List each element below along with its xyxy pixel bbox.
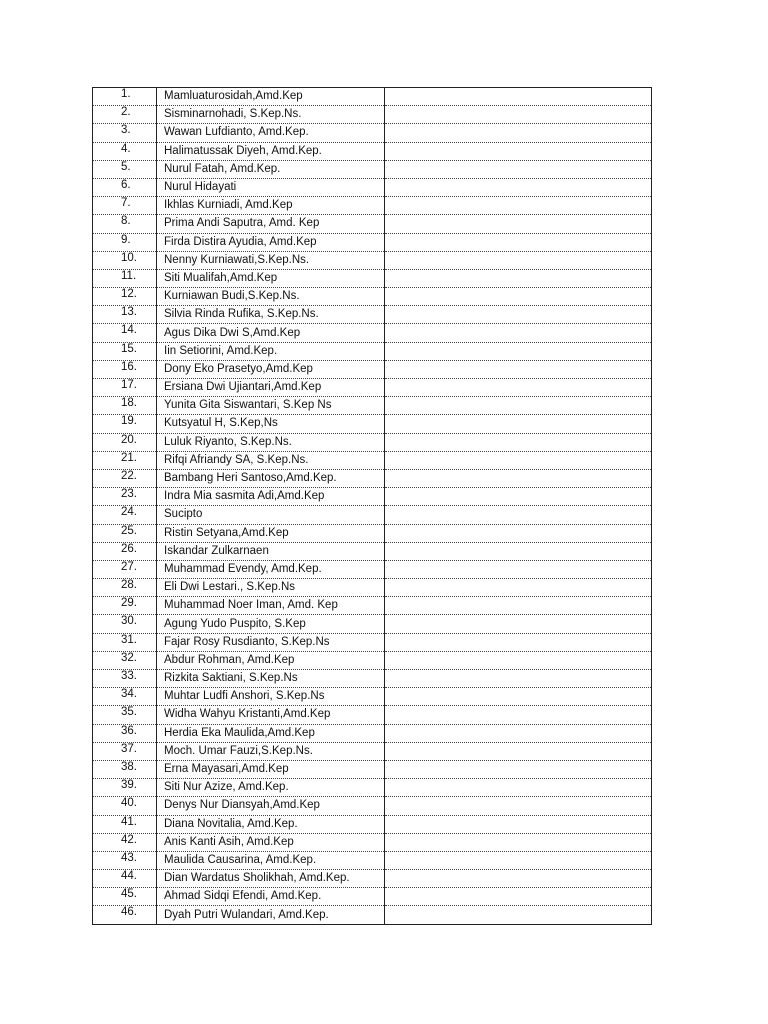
table-row [93, 360, 652, 378]
row-number-cell: 25. [93, 524, 157, 542]
empty-note-cell [385, 215, 652, 233]
table-row [93, 142, 652, 160]
empty-note-cell [385, 633, 652, 651]
table-row [93, 560, 652, 578]
row-number-cell: 44. [93, 870, 157, 888]
empty-note-cell [385, 233, 652, 251]
staff-name-cell: Sisminarnohadi, S.Kep.Ns. [157, 106, 385, 124]
table-row [93, 851, 652, 869]
staff-name-cell: Muhammad Noer Iman, Amd. Kep [157, 597, 385, 615]
table-row [93, 633, 652, 651]
table-row [93, 524, 652, 542]
table-row [93, 888, 652, 906]
staff-name-cell: Agung Yudo Puspito, S.Kep [157, 615, 385, 633]
staff-name-cell: Kutsyatul H, S.Kep,Ns [157, 415, 385, 433]
empty-note-cell [385, 306, 652, 324]
table-row [93, 724, 652, 742]
table-row [93, 579, 652, 597]
staff-name-cell: Widha Wahyu Kristanti,Amd.Kep [157, 706, 385, 724]
row-number-cell: 32. [93, 651, 157, 669]
table-row [93, 215, 652, 233]
table-row [93, 542, 652, 560]
empty-note-cell [385, 815, 652, 833]
table-row [93, 269, 652, 287]
empty-note-cell [385, 488, 652, 506]
table-row [93, 815, 652, 833]
table-row [93, 160, 652, 178]
empty-note-cell [385, 451, 652, 469]
staff-name-cell: Dony Eko Prasetyo,Amd.Kep [157, 360, 385, 378]
empty-note-cell [385, 469, 652, 487]
empty-note-cell [385, 888, 652, 906]
empty-note-cell [385, 124, 652, 142]
row-number-cell: 16. [93, 360, 157, 378]
empty-note-cell [385, 288, 652, 306]
table-row [93, 870, 652, 888]
empty-note-cell [385, 342, 652, 360]
table-row [93, 197, 652, 215]
table-row [93, 397, 652, 415]
staff-name-cell: Halimatussak Diyeh, Amd.Kep. [157, 142, 385, 160]
table-row [93, 88, 652, 106]
row-number-cell: 29. [93, 597, 157, 615]
staff-name-cell: Ahmad Sidqi Efendi, Amd.Kep. [157, 888, 385, 906]
table-row [93, 597, 652, 615]
staff-name-cell: Moch. Umar Fauzi,S.Kep.Ns. [157, 742, 385, 760]
table-row [93, 469, 652, 487]
staff-name-cell: Maulida Causarina, Amd.Kep. [157, 851, 385, 869]
staff-name-cell: Anis Kanti Asih, Amd.Kep [157, 833, 385, 851]
empty-note-cell [385, 106, 652, 124]
row-number-cell: 14. [93, 324, 157, 342]
row-number-cell: 30. [93, 615, 157, 633]
table-row [93, 415, 652, 433]
empty-note-cell [385, 324, 652, 342]
staff-name-cell: Nenny Kurniawati,S.Kep.Ns. [157, 251, 385, 269]
empty-note-cell [385, 506, 652, 524]
row-number-cell: 8. [93, 215, 157, 233]
staff-table [92, 87, 652, 925]
empty-note-cell [385, 197, 652, 215]
staff-name-cell: Ristin Setyana,Amd.Kep [157, 524, 385, 542]
row-number-cell: 38. [93, 760, 157, 778]
staff-name-cell: Ikhlas Kurniadi, Amd.Kep [157, 197, 385, 215]
empty-note-cell [385, 524, 652, 542]
row-number-cell: 13. [93, 306, 157, 324]
row-number-cell: 2. [93, 106, 157, 124]
row-number-cell: 6. [93, 178, 157, 196]
row-number-cell: 26. [93, 542, 157, 560]
staff-table-body [93, 88, 652, 925]
staff-name-cell: Mamluaturosidah,Amd.Kep [157, 88, 385, 106]
staff-name-cell: Muhammad Evendy, Amd.Kep. [157, 560, 385, 578]
row-number-cell: 1. [93, 88, 157, 106]
table-row [93, 779, 652, 797]
row-number-cell: 46. [93, 906, 157, 924]
staff-name-cell: Nurul Fatah, Amd.Kep. [157, 160, 385, 178]
row-number-cell: 40. [93, 797, 157, 815]
row-number-cell: 35. [93, 706, 157, 724]
empty-note-cell [385, 706, 652, 724]
staff-name-cell: Rizkita Saktiani, S.Kep.Ns [157, 670, 385, 688]
empty-note-cell [385, 251, 652, 269]
staff-name-cell: Fajar Rosy Rusdianto, S.Kep.Ns [157, 633, 385, 651]
table-row [93, 488, 652, 506]
table-row [93, 688, 652, 706]
table-row [93, 706, 652, 724]
empty-note-cell [385, 760, 652, 778]
table-row [93, 742, 652, 760]
empty-note-cell [385, 560, 652, 578]
table-row [93, 670, 652, 688]
row-number-cell: 23. [93, 488, 157, 506]
empty-note-cell [385, 615, 652, 633]
row-number-cell: 34. [93, 688, 157, 706]
table-row [93, 342, 652, 360]
row-number-cell: 17. [93, 379, 157, 397]
empty-note-cell [385, 597, 652, 615]
row-number-cell: 15. [93, 342, 157, 360]
staff-name-cell: Dyah Putri Wulandari, Amd.Kep. [157, 906, 385, 924]
staff-name-cell: Dian Wardatus Sholikhah, Amd.Kep. [157, 870, 385, 888]
staff-name-cell: Eli Dwi Lestari., S.Kep.Ns [157, 579, 385, 597]
table-row [93, 306, 652, 324]
staff-name-cell: Indra Mia sasmita Adi,Amd.Kep [157, 488, 385, 506]
empty-note-cell [385, 542, 652, 560]
staff-name-cell: Erna Mayasari,Amd.Kep [157, 760, 385, 778]
empty-note-cell [385, 779, 652, 797]
row-number-cell: 33. [93, 670, 157, 688]
table-row [93, 233, 652, 251]
empty-note-cell [385, 379, 652, 397]
empty-note-cell [385, 651, 652, 669]
staff-name-cell: Bambang Heri Santoso,Amd.Kep. [157, 469, 385, 487]
row-number-cell: 39. [93, 779, 157, 797]
staff-name-cell: Rifqi Afriandy SA, S.Kep.Ns. [157, 451, 385, 469]
empty-note-cell [385, 670, 652, 688]
empty-note-cell [385, 415, 652, 433]
table-row [93, 833, 652, 851]
row-number-cell: 36. [93, 724, 157, 742]
staff-name-cell: Iskandar Zulkarnaen [157, 542, 385, 560]
empty-note-cell [385, 360, 652, 378]
table-row [93, 760, 652, 778]
staff-name-cell: Agus Dika Dwi S,Amd.Kep [157, 324, 385, 342]
row-number-cell: 10. [93, 251, 157, 269]
table-row [93, 615, 652, 633]
row-number-cell: 9. [93, 233, 157, 251]
row-number-cell: 37. [93, 742, 157, 760]
empty-note-cell [385, 906, 652, 924]
staff-name-cell: Abdur Rohman, Amd.Kep [157, 651, 385, 669]
empty-note-cell [385, 870, 652, 888]
empty-note-cell [385, 797, 652, 815]
staff-name-cell: Nurul Hidayati [157, 178, 385, 196]
row-number-cell: 19. [93, 415, 157, 433]
row-number-cell: 24. [93, 506, 157, 524]
staff-name-cell: Silvia Rinda Rufika, S.Kep.Ns. [157, 306, 385, 324]
empty-note-cell [385, 724, 652, 742]
staff-name-cell: Yunita Gita Siswantari, S.Kep Ns [157, 397, 385, 415]
row-number-cell: 11. [93, 269, 157, 287]
staff-name-cell: Iin Setiorini, Amd.Kep. [157, 342, 385, 360]
row-number-cell: 3. [93, 124, 157, 142]
staff-name-cell: Siti Mualifah,Amd.Kep [157, 269, 385, 287]
table-row [93, 251, 652, 269]
empty-note-cell [385, 178, 652, 196]
row-number-cell: 31. [93, 633, 157, 651]
staff-name-cell: Wawan Lufdianto, Amd.Kep. [157, 124, 385, 142]
empty-note-cell [385, 88, 652, 106]
empty-note-cell [385, 579, 652, 597]
empty-note-cell [385, 160, 652, 178]
staff-name-cell: Sucipto [157, 506, 385, 524]
row-number-cell: 18. [93, 397, 157, 415]
staff-name-cell: Muhtar Ludfi Anshori, S.Kep.Ns [157, 688, 385, 706]
row-number-cell: 41. [93, 815, 157, 833]
table-row [93, 288, 652, 306]
row-number-cell: 7. [93, 197, 157, 215]
empty-note-cell [385, 269, 652, 287]
staff-name-cell: Siti Nur Azize, Amd.Kep. [157, 779, 385, 797]
staff-name-cell: Ersiana Dwi Ujiantari,Amd.Kep [157, 379, 385, 397]
table-row [93, 906, 652, 924]
empty-note-cell [385, 433, 652, 451]
empty-note-cell [385, 397, 652, 415]
row-number-cell: 12. [93, 288, 157, 306]
empty-note-cell [385, 833, 652, 851]
table-row [93, 433, 652, 451]
row-number-cell: 42. [93, 833, 157, 851]
staff-name-cell: Luluk Riyanto, S.Kep.Ns. [157, 433, 385, 451]
table-row [93, 797, 652, 815]
row-number-cell: 5. [93, 160, 157, 178]
row-number-cell: 22. [93, 469, 157, 487]
table-row [93, 506, 652, 524]
staff-name-cell: Kurniawan Budi,S.Kep.Ns. [157, 288, 385, 306]
row-number-cell: 28. [93, 579, 157, 597]
table-row [93, 106, 652, 124]
table-row [93, 324, 652, 342]
staff-name-cell: Herdia Eka Maulida,Amd.Kep [157, 724, 385, 742]
row-number-cell: 45. [93, 888, 157, 906]
row-number-cell: 20. [93, 433, 157, 451]
table-row [93, 451, 652, 469]
row-number-cell: 27. [93, 560, 157, 578]
empty-note-cell [385, 688, 652, 706]
staff-name-cell: Firda Distira Ayudia, Amd.Kep [157, 233, 385, 251]
empty-note-cell [385, 142, 652, 160]
empty-note-cell [385, 851, 652, 869]
empty-note-cell [385, 742, 652, 760]
row-number-cell: 43. [93, 851, 157, 869]
table-row [93, 379, 652, 397]
table-row [93, 178, 652, 196]
table-row [93, 651, 652, 669]
staff-name-cell: Diana Novitalia, Amd.Kep. [157, 815, 385, 833]
staff-name-cell: Denys Nur Diansyah,Amd.Kep [157, 797, 385, 815]
table-row [93, 124, 652, 142]
staff-name-cell: Prima Andi Saputra, Amd. Kep [157, 215, 385, 233]
row-number-cell: 4. [93, 142, 157, 160]
row-number-cell: 21. [93, 451, 157, 469]
